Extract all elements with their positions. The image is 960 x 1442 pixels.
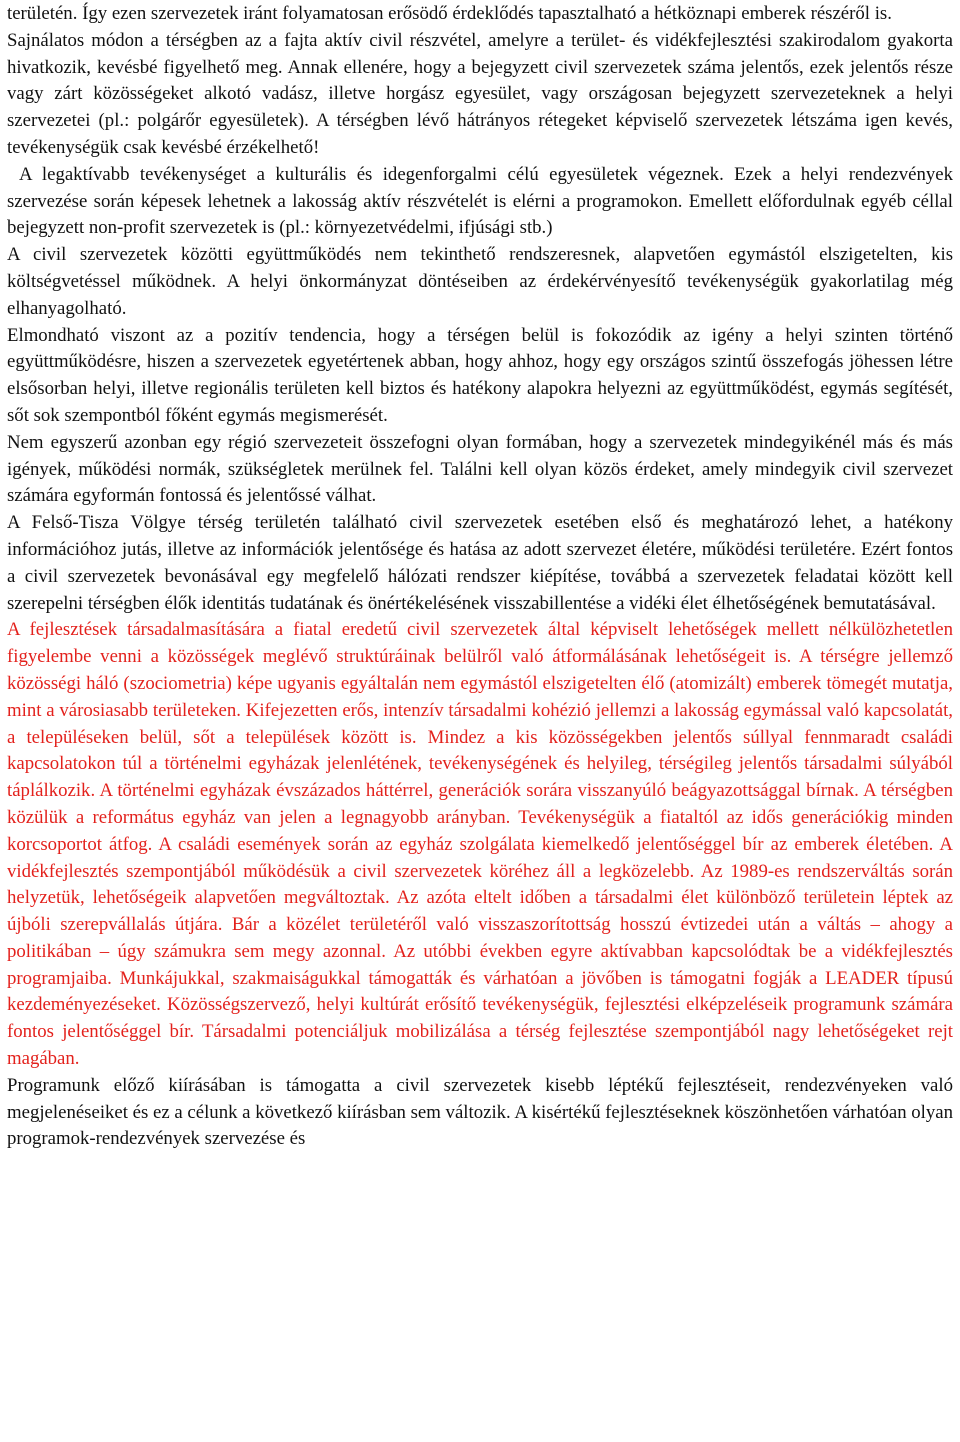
paragraph-7 (7, 510, 953, 617)
paragraph-7-text: A Felső-Tisza Völgye térség területén található civil szervezetek esetében első és meghatározó lehet, a hatékony információhoz jutás, illetve az információk jelentősége és hatása az adott szervezet életére, működési területére. Ezért fontos a civil szervezetek bevonásával egy megfelelő hálózati rendszer kiépítése, továbbá a szervezetek feladatai között kell szerepelni térségben élők identitás tudatának és önértékelésének visszabillentése a vidéki élet élhetőségének bemutatásával. (7, 512, 953, 614)
paragraph-2 (7, 28, 953, 162)
paragraph-4 (7, 242, 953, 322)
paragraph-5 (7, 323, 953, 430)
paragraph-2-text: Sajnálatos módon a térségben az a fajta aktív civil részvétel, amelyre a terület- és vidékfejlesztési szakirodalom gyakorta hivatkozik, kevésbé figyelhető meg. Annak ellenére, hogy a bejegyzett civil szervezetek száma jelentős, ezek jelentős része vagy zárt közösségeket alkotó vadász, illetve horgász egyesület, vagy országosan bejegyzett szervezeteknek a helyi szervezetei (pl.: polgárőr egyesületek). A térségben lévő hátrányos rétegeket képviselő szervezetek létszáma igen kevés, tevékenységük csak kevésbé érzékelhető! (7, 29, 953, 158)
paragraph-3 (7, 162, 953, 242)
paragraph-6-text: Nem egyszerű azonban egy régió szervezeteit összefogni olyan formában, hogy a szervezetek mindegyikénél más és más igények, működési normák, szükségletek merülnek fel. Találni kell olyan közös érdeket, amely mindegyik civil szervezet számára egyformán fontossá és jelentőssé válhat. (7, 431, 953, 507)
paragraph-8-text: A fejlesztések társadalmasítására a fiatal eredetű civil szervezetek által képviselt lehetőségek mellett nélkülözhetetlen figyelembe venni a közösségek meglévő struktúráinak belülről való átformálásának lehetőségeit is. A térségre jellemző közösségi háló (szociometria) képe ugyanis egyáltalán nem egymástól elszigetelten élő (atomizált) emberek tömegét mutatja, mint a városiasabb területeken. Kifejezetten erős, intenzív társadalmi kohézió jellemzi a lakosság egymással való kapcsolatát, a településeken belül, sőt a települések között is. Mindez a kis közösségekben jelentős súllyal fennmaradt családi kapcsolatokon túl a történelmi egyházak jelenlétének, tevékenységének és helyileg, térségileg jelentős társadalmi súlyából táplálkozik. A történelmi egyházak évszázados háttérrel, generációk sorára visszanyúló beágyazottsággal bírnak. A térségben közülük a református egyház van jelen a legnagyobb arányban. Tevékenységük a fiataltól az idős generációkig minden korcsoportot átfog. A családi események során az egyház szolgálata kiemelkedő jelentőséggel bír az emberek életében. A vidékfejlesztés szempontjából működésük a civil szervezetek köréhez áll a legközelebb. Az 1989-es rendszerváltás során helyzetük, lehetőségeik alapvetően megváltoztak. Az azóta eltelt időben a társadalmi élet különböző területein léptek az újbóli szerepvállalás útjára. Bár a közélet területéről való visszaszorítottság hosszú évtizedei után a váltás – ahogy a politikában – úgy számukra sem megy azonnal. Az utóbbi években egyre aktívabban kapcsolódtak be a vidékfejlesztés programjaiba. Munkájukkal, szakmaiságukkal támogatták és várhatóan a jövőben is támogatni fogják a LEADER típusú kezdeményezéseket. Közösségszervező, helyi kultúrát erősítő tevékenységük, fejlesztési elképzeléseik programunk számára fontos jelentőséggel bír. Társadalmi potenciáljuk mobilizálása a térség fejlesztése szempontjából nagy lehetőségeket rejt magában. (7, 619, 953, 1070)
paragraph-9-text: Programunk előző kiírásában is támogatta a civil szervezetek kisebb léptékű fejlesztéseit, rendezvényeken való megjelenéseiket és ez a célunk a következő kiírásban sem változik. A kisértékű fejlesztéseknek köszönhetően várhatóan olyan programok-rendezvények szervezése és (7, 1074, 954, 1150)
paragraph-1-text: területén. Így ezen szervezetek iránt folyamatosan erősödő érdeklődés tapasztalható a hétköznapi emberek részéről is. (7, 3, 892, 24)
paragraph-1 (7, 1, 953, 28)
paragraph-9 (7, 1073, 953, 1153)
paragraph-5-text: Elmondható viszont az a pozitív tendencia, hogy a térségen belül is fokozódik az igény a helyi szinten történő együttműködésre, hiszen a szervezetek egyetértenek abban, hogy ahhoz, hogy egy országos szintű összefogás jöhessen létre elsősorban helyi, illetve regionális területen kell biztos és hatékony alapokra helyezni az együttműködést, egymás segítését, sőt sok szempontból főként egymás megismerését. (7, 324, 953, 426)
paragraph-8-highlighted (7, 617, 953, 1073)
paragraph-6 (7, 430, 953, 510)
paragraph-3-text: A legaktívabb tevékenységet a kulturális és idegenforgalmi célú egyesületek végeznek. Ezek a helyi rendezvények szervezése során képesek lehetnek a lakosság aktív részvételét is elérni a programokon. Emellett előfordulnak egyéb céllal bejegyzett non-profit szervezetek is (pl.: környezetvédelmi, ifjúsági stb.) (7, 163, 953, 239)
paragraph-4-text: A civil szervezetek közötti együttműködés nem tekinthető rendszeresnek, alapvetően egymástól elszigetelten, kis költségvetéssel működnek. A helyi önkormányzat döntéseiben az érdekérvényesítő tevékenységük gyakorlatilag még elhanyagolható. (7, 244, 953, 319)
